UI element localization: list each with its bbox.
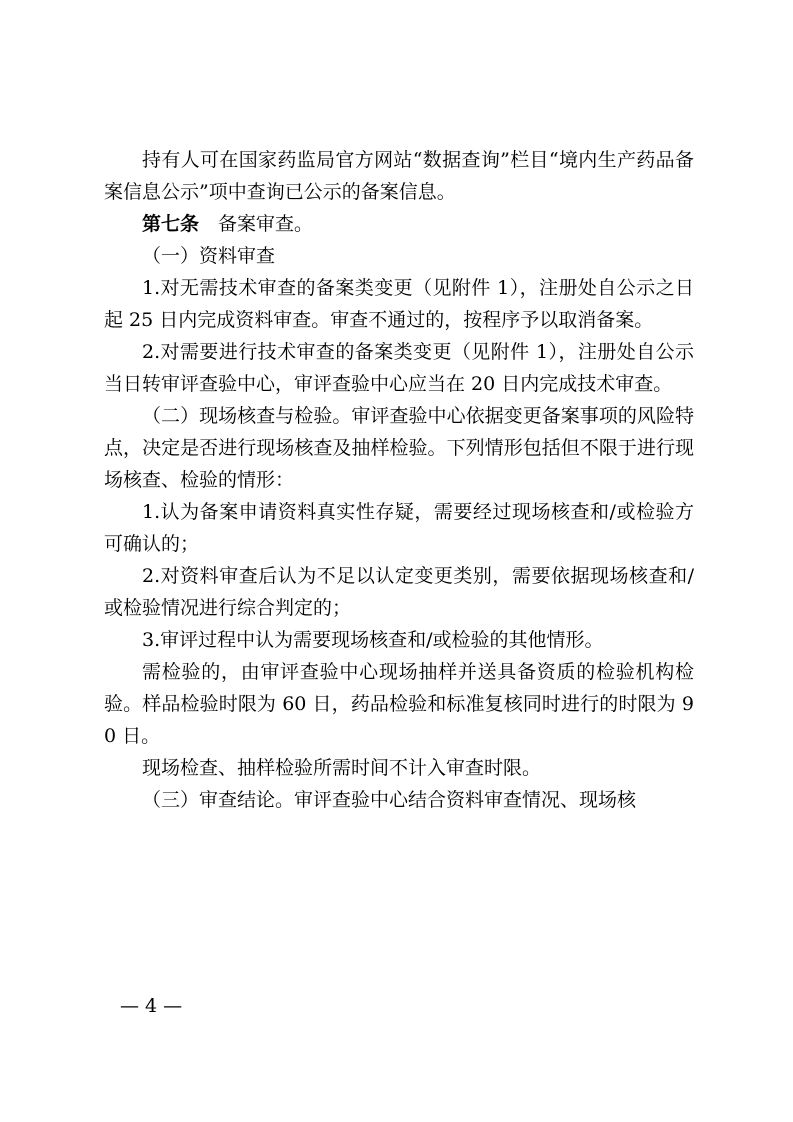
article-seven	[104, 208, 694, 240]
document-body	[104, 144, 694, 816]
paragraph-disclosure-query: 持有人可在国家药监局官方网站“数据查询”栏目“境内生产药品备案信息公示”项中查询已公示的备案信息。	[104, 149, 694, 203]
page-number: — 4 —	[120, 995, 183, 1017]
paragraph-inspection-case-2: 2.对资料审查后认为不足以认定变更类别，需要依据现场核查和/或检验情况进行综合判定的；	[104, 565, 694, 619]
paragraph-inspection-case-1: 1.认为备案申请资料真实性存疑，需要经过现场核查和/或检验方可确认的；	[104, 501, 694, 555]
paragraph-time-exclusion: 现场检查、抽样检验所需时间不计入审查时限。	[142, 757, 542, 779]
section-review-conclusion: （三）审查结论。审评查验中心结合资料审查情况、现场核	[142, 789, 637, 811]
section-onsite-inspection: （二）现场核查与检验。审评查验中心依据变更备案事项的风险特点，决定是否进行现场核查及抽样检验。下列情形包括但不限于进行现场核查、检验的情形：	[104, 405, 694, 491]
paragraph-inspection-case-3: 3.审评过程中认为需要现场核查和/或检验的其他情形。	[142, 629, 604, 651]
article-title: 备案审查。	[218, 213, 314, 235]
paragraph-review-item-1: 1.对无需技术审查的备案类变更（见附件 1），注册处自公示之日起 25 日内完成资料审查。审查不通过的，按程序予以取消备案。	[104, 277, 694, 331]
paragraph-review-item-2: 2.对需要进行技术审查的备案类变更（见附件 1），注册处自公示当日转审评查验中心，审评查验中心应当在 20 日内完成技术审查。	[104, 341, 694, 395]
paragraph-testing-time-limit: 需检验的，由审评查验中心现场抽样并送具备资质的检验机构检验。样品检验时限为 60 日，药品检验和标准复核同时进行的时限为 90 日。	[104, 661, 694, 747]
article-heading: 第七条	[142, 213, 200, 235]
section-document-review: （一）资料审查	[142, 245, 276, 267]
